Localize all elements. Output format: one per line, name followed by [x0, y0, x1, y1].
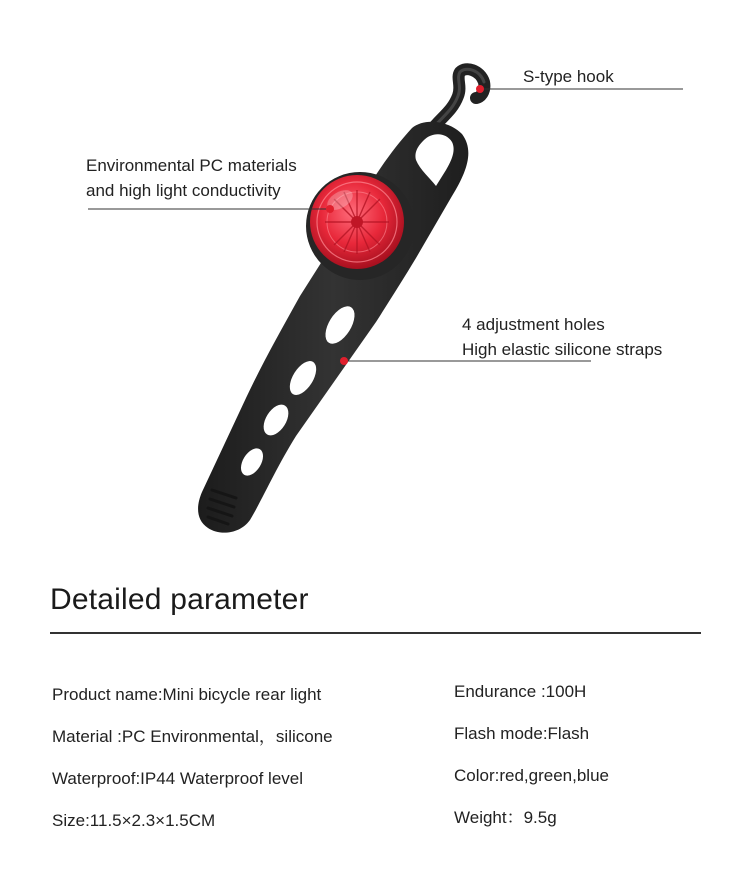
- param-product-name: Product name:Mini bicycle rear light: [52, 685, 322, 704]
- param-waterproof: Waterproof:IP44 Waterproof level: [52, 769, 304, 788]
- section-title: Detailed parameter: [50, 583, 309, 616]
- callout-marker: [340, 357, 348, 365]
- parameters-left-column: [52, 678, 333, 846]
- callout-materials-line-1: Environmental PC materials: [86, 156, 297, 175]
- callout-strap-line-2: High elastic silicone straps: [462, 340, 663, 359]
- light-lens: [306, 172, 414, 280]
- callout-strap: [462, 312, 662, 362]
- callout-marker: [476, 85, 484, 93]
- callout-hook: [523, 64, 614, 89]
- callout-materials-line-2: and high light conductivity: [86, 181, 281, 200]
- callout-strap-line-1: 4 adjustment holes: [462, 315, 605, 334]
- title-divider: [50, 632, 701, 634]
- param-flash-mode: Flash mode:Flash: [454, 724, 590, 743]
- callout-materials-line: [88, 205, 334, 213]
- param-size: Size:11.5×2.3×1.5CM: [52, 811, 216, 830]
- callout-hook-line-1: S-type hook: [523, 67, 614, 86]
- callout-materials: [86, 153, 297, 203]
- param-color: Color:red,green,blue: [454, 766, 609, 785]
- param-endurance: Endurance :100H: [454, 682, 587, 701]
- param-material: Material :PC Environmental，silicone: [52, 727, 333, 746]
- callout-marker: [326, 205, 334, 213]
- param-weight: Weight：9.5g: [454, 808, 557, 827]
- parameters-right-column: [454, 675, 609, 843]
